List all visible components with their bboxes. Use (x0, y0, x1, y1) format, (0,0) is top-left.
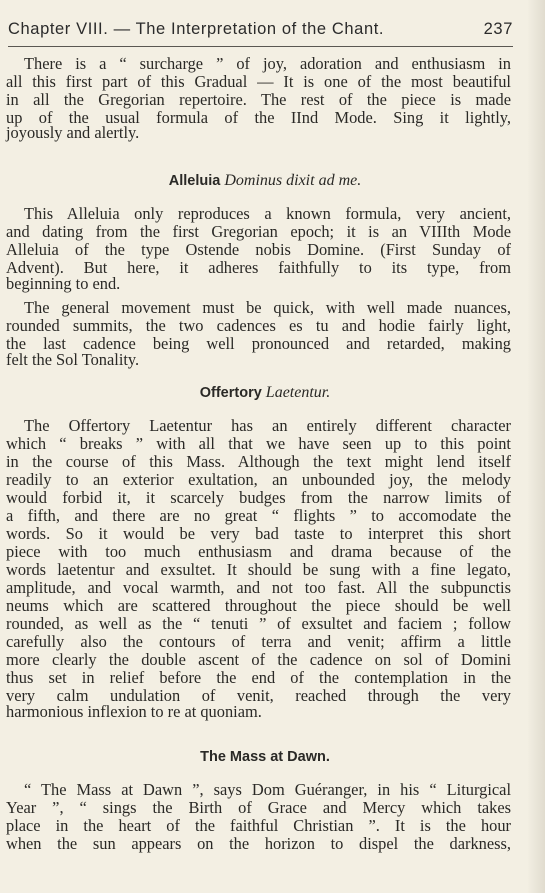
text-line: Alleluia of the type Ostende nobis Domine. (First Sunday of (6, 240, 511, 259)
text-line: amplitude, and vocal warmth, and not too fast. All the subpunctis (6, 578, 511, 597)
text-line: This Alleluia only reproduces a known formula, very ancient, (24, 204, 511, 223)
text-line: words laetentur and exsultet. It should be sung with a fine legato, (6, 560, 511, 579)
text-line: felt the Sol Tonality. (6, 350, 140, 369)
text-line: joyously and alertly. (6, 123, 140, 142)
heading-italic: Laetentur. (265, 384, 331, 401)
text-line: in all the Gregorian repertoire. The rest of the piece is made (6, 90, 511, 109)
running-head (8, 20, 513, 42)
text-line: There is a “ surcharge ” of joy, adoration and enthusiasm in (24, 54, 511, 73)
text-line: Advent). But here, it adheres faithfully to its type, from (6, 258, 511, 277)
text-line: very calm undulation of venit, reached through the very (6, 686, 511, 705)
text-line: harmonious inflexion to re at quoniam. (6, 702, 262, 721)
text-line: all this first part of this Gradual — It is one of the most beautiful (6, 72, 511, 91)
text-line: words. So it would be very bad taste to interpret this short (6, 524, 511, 543)
section-heading-mass-at-dawn (0, 747, 530, 767)
text-line: carefully also the contours of terra and venit; affirm a little (6, 632, 511, 651)
text-line: the last cadence being well pronounced and retarded, making (6, 334, 511, 353)
text-line: more clearly the double ascent of the cadence on sol of Domini (6, 650, 511, 669)
text-line: when the sun appears on the horizon to dispel the darkness, (6, 834, 511, 853)
heading-bold: Offertory (199, 385, 262, 401)
text-line: Year ”, “ sings the Birth of Grace and Mercy which takes (6, 798, 511, 817)
text-line: place in the heart of the faithful Christian ”. It is the hour (6, 816, 511, 835)
text-line: beginning to end. (6, 274, 121, 293)
text-line: and dating from the first Gregorian epoch; it is an VIIIth Mode (6, 222, 511, 241)
page-edge-shadow (527, 0, 545, 893)
text-line: piece with too much enthusiasm and drama because of the (6, 542, 511, 561)
text-line: rounded, as well as the “ tenuti ” of exsultet and faciem ; follow (6, 614, 511, 633)
text-line: rounded summits, the two cadences es tu and hodie fairly light, (6, 316, 511, 335)
heading-bold: The Mass at Dawn. (200, 749, 330, 765)
text-line: The Offertory Laetentur has an entirely different character (24, 416, 511, 435)
text-line: neums which are scattered throughout the piece should be well (6, 596, 511, 615)
text-line: would forbid it, it scarcely budges from the narrow limits of (6, 488, 511, 507)
text-line: which “ breaks ” with all that we have seen up to this point (6, 434, 511, 453)
text-line: up of the usual formula of the IInd Mode. Sing it lightly, (6, 108, 511, 127)
text-line: readily to an exterior exultation, an unbounded joy, the melody (6, 470, 511, 489)
heading-italic: Dominus dixit ad me. (224, 172, 362, 189)
header-rule (8, 46, 513, 47)
page-number: 237 (483, 20, 513, 38)
running-head-title: Chapter VIII. — The Interpretation of the Chant. (8, 20, 385, 38)
section-heading-offertory (0, 383, 530, 403)
text-line: “ The Mass at Dawn ”, says Dom Guéranger, in his “ Liturgical (24, 780, 511, 799)
text-line: The general movement must be quick, with well made nuances, (24, 298, 511, 317)
section-heading-alleluia (0, 171, 530, 191)
text-line: in the course of this Mass. Although the text might lend itself (6, 452, 511, 471)
heading-bold: Alleluia (168, 173, 221, 189)
text-line: thus set in relief before the end of the contemplation in the (6, 668, 511, 687)
text-line: a fifth, and there are no great “ flights ” to accomodate the (6, 506, 511, 525)
